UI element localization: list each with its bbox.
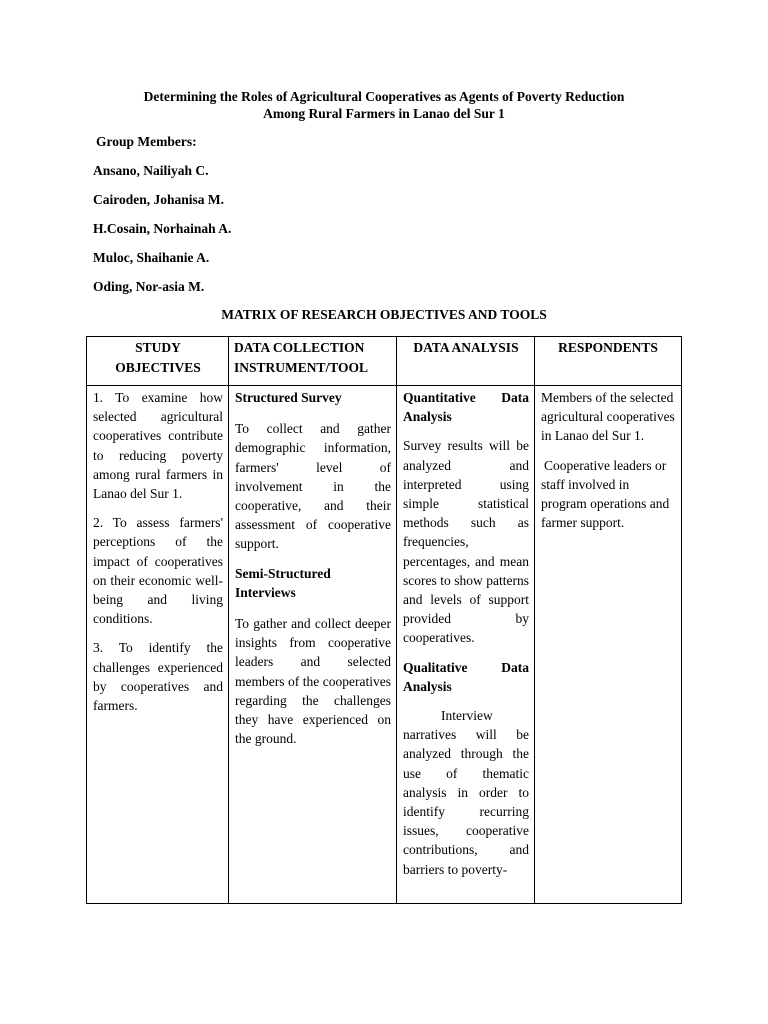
objective-item: 3. To identify the challenges experienced by cooperatives and farmers. (93, 640, 223, 714)
column-analysis (397, 337, 535, 903)
header-study-objectives: STUDY OBJECTIVES (115, 340, 201, 375)
header-data-analysis: DATA ANALYSIS (413, 340, 519, 355)
analysis-qual-heading: Qualitative Data Analysis (403, 659, 529, 694)
title-line-2: Among Rural Farmers in Lanao del Sur 1 (263, 106, 505, 121)
analysis-qual-text: Interview narratives will be analyzed through the use of thematic analysis in order to identify recurring issues, cooperative contributions, and barriers to poverty- (403, 708, 529, 877)
cell-respondents (535, 386, 681, 903)
instrument-interview-heading: Semi-Structured Interviews (235, 565, 331, 600)
research-matrix-table (86, 336, 682, 904)
instrument-survey-heading: Structured Survey (235, 390, 342, 405)
header-data-collection: DATA COLLECTION INSTRUMENT/TOOL (234, 340, 369, 375)
cell-objectives (87, 386, 229, 903)
objective-item: 1. To examine how selected agricultural cooperatives contribute to reducing poverty among rural farmers in Lanao del Sur 1. (93, 390, 223, 502)
member-name: H.Cosain, Norhainah A. (93, 221, 232, 236)
member-name: Oding, Nor-asia M. (93, 279, 205, 294)
member-name: Ansano, Nailiyah C. (93, 163, 209, 178)
column-objectives (87, 337, 229, 903)
header-divider (87, 385, 681, 386)
analysis-quant-heading: Quantitative Data Analysis (403, 390, 529, 425)
cell-instrument (229, 386, 397, 903)
cell-analysis (397, 386, 535, 903)
respondent-group: Cooperative leaders or staff involved in program operations and farmer support. (541, 457, 670, 531)
instrument-interview-text: To gather and collect deeper insights from cooperative leaders and selected members of the cooperatives regarding the challenges they have experienced on the ground. (235, 616, 391, 747)
instrument-survey-text: To collect and gather demographic information, farmers' level of involvement in the cooperative, and their assessment of cooperative support. (235, 421, 391, 552)
document-title (80, 88, 688, 122)
title-line-1: Determining the Roles of Agricultural Cooperatives as Agents of Poverty Reduction (143, 89, 625, 104)
column-respondents (535, 337, 681, 903)
member-name: Muloc, Shaihanie A. (93, 250, 210, 265)
group-members-heading: Group Members: (96, 134, 197, 149)
matrix-title: MATRIX OF RESEARCH OBJECTIVES AND TOOLS (221, 307, 547, 322)
header-respondents: RESPONDENTS (558, 340, 658, 355)
analysis-quant-text: Survey results will be analyzed and interpreted using simple statistical methods such as frequencies, percentages, and mean scores to show patterns and levels of support provided by cooperatives. (403, 438, 529, 646)
respondent-group: Members of the selected agricultural cooperatives in Lanao del Sur 1. (541, 390, 675, 444)
member-name: Cairoden, Johanisa M. (93, 192, 225, 207)
column-instrument (229, 337, 397, 903)
objective-item: 2. To assess farmers' perceptions of the impact of cooperatives on their economic well-being and living conditions. (93, 515, 223, 627)
